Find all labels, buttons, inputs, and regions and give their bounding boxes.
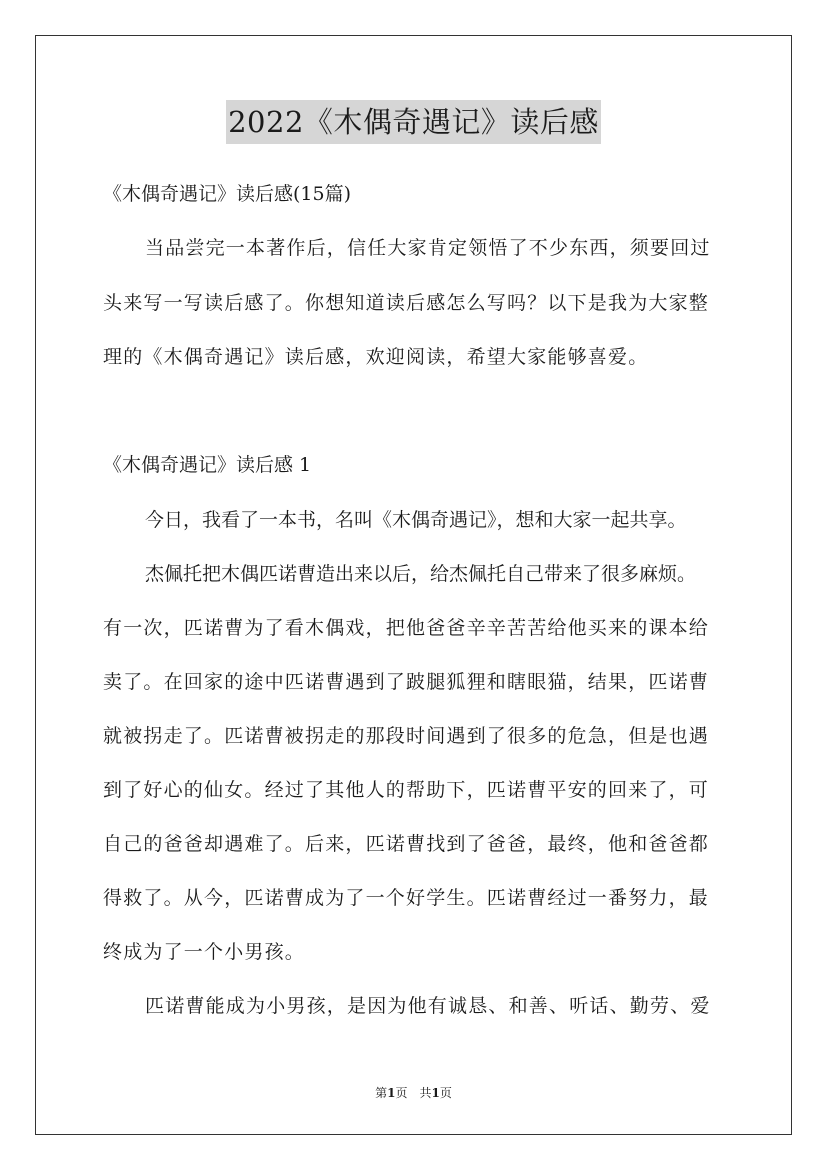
paragraph-line: 有一次，匹诺曹为了看木偶戏，把他爸爸辛辛苦苦给他买来的课本给 [103,617,710,639]
footer-suffix: 页 [439,1086,452,1100]
intro-line-3: 理的《木偶奇遇记》读后感，欢迎阅读，希望大家能够喜爱。 [103,346,649,368]
section1-heading: 《木偶奇遇记》读后感 1 [103,454,312,476]
paragraph-line: 自己的爸爸却遇难了。后来，匹诺曹找到了爸爸，最终，他和爸爸都 [103,833,710,855]
paragraph-line: 卖了。在回家的途中匹诺曹遇到了跛腿狐狸和瞎眼猫，结果，匹诺曹 [103,671,710,693]
paragraph-line: 得救了。从今，匹诺曹成为了一个好学生。匹诺曹经过一番努力，最 [103,887,710,909]
intro-line-2: 头来写一写读后感了。你想知道读后感怎么写吗？以下是我为大家整 [103,292,710,314]
intro-line-1: 当品尝完一本著作后，信任大家肯定领悟了不少东西，须要回过 [145,237,711,259]
paragraph-line: 终成为了一个小男孩。 [103,941,306,963]
paragraph-line: 杰佩托把木偶匹诺曹造出来以后，给杰佩托自己带来了很多麻烦。 [145,563,697,585]
document-subtitle: 《木偶奇遇记》读后感(15篇) [103,183,352,205]
paragraph-line: 匹诺曹能成为小男孩，是因为他有诚恳、和善、听话、勤劳、爱 [145,995,711,1017]
paragraph-line: 就被拐走了。匹诺曹被拐走的那段时间遇到了很多的危急，但是也遇 [103,725,710,747]
paragraph-line: 今日，我看了一本书，名叫《木偶奇遇记》，想和大家一起共享。 [145,509,687,531]
footer-mid: 页 共 [395,1086,432,1100]
footer-page-total: 1 [431,1086,440,1100]
footer-prefix: 第 [375,1086,388,1100]
footer-page-current: 1 [387,1086,396,1100]
title-container [0,100,827,144]
page-footer [0,1085,827,1101]
paragraph-line: 到了好心的仙女。经过了其他人的帮助下，匹诺曹平安的回来了，可 [103,779,710,801]
document-title: 2022《木偶奇遇记》读后感 [226,100,601,144]
